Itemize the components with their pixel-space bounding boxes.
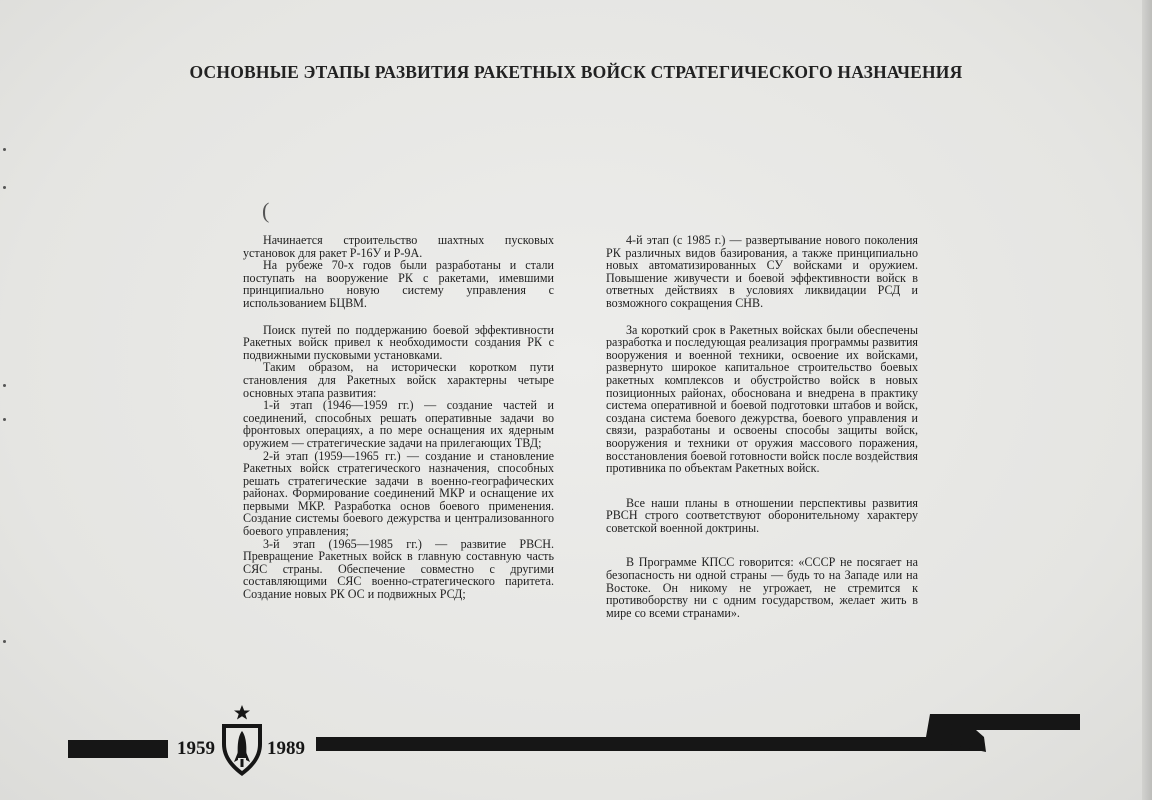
binding-hole [3, 186, 6, 189]
paragraph: Таким образом, на исторически коротком пути становления для Ракетных войск характерны четыре основных этапа развития: [243, 360, 554, 400]
margin-mark: ( [262, 198, 270, 223]
paragraph: 1-й этап (1946—1959 гг.) — создание частей и соединений, способных решать оперативные задачи во фронтовых операциях, а по мере оснащения их ядерным оружием — стратегические задачи на прилегающих ТВД; [243, 398, 554, 450]
left-column [243, 234, 554, 601]
paragraph: 4-й этап (с 1985 г.) — развертывание нового поколения РК различных видов базирования, а также принципиально новых автоматизированных СУ войсками и оружием. Повышение живучести и боевой эффективности войск в ответных действиях в условиях ликвидации РСД и возможного сокращения СНВ. [606, 233, 918, 310]
paragraph: За короткий срок в Ракетных войсках были обеспечены разработка и последующая реализация программы развития вооружения и военной техники, освоение их войсками, развернуто широкое капитальное строительство боевых ракетных комплексов и обустройство войск в новых позиционных районах, обоснована и внедрена в практику система оперативной и боевой подготовки штабов и войск, создана система боевого дежурства, боевого управления и связи, разработаны и освоены способы защиты войск, вооружения и техники от оружия массового поражения, восстановления боевой готовности войск после воздействия противника по объектам Ракетных войск. [606, 322, 918, 476]
right-column [606, 234, 918, 619]
year-end: 1989 [267, 738, 305, 759]
footer-bar-left [68, 740, 168, 758]
binding-hole [3, 148, 6, 151]
page-title: ОСНОВНЫЕ ЭТАПЫ РАЗВИТИЯ РАКЕТНЫХ ВОЙСК СТРАТЕГИЧЕСКОГО НАЗНАЧЕНИЯ [189, 62, 963, 82]
binding-hole [3, 640, 6, 643]
paragraph: Начинается строительство шахтных пусковых установок для ракет Р-16У и Р-9А. [243, 233, 554, 260]
paragraph: Все наши планы в отношении перспективы развития РВСН строго соответствуют оборонительному характеру советской военной доктрины. [606, 495, 918, 535]
binding-hole [3, 418, 6, 421]
footer-bar-main [316, 737, 984, 751]
page-right-edge [1142, 0, 1152, 800]
paragraph: В Программе КПСС говорится: «СССР не посягает на безопасность ни одной страны — будь то на Западе или на Востоке. Он никому не угрожает, не стремится к противоборству ни с одним государством, желает жить в мире со всеми странами». [606, 555, 918, 620]
paragraph: 2-й этап (1959—1965 гг.) — создание и становление Ракетных войск стратегического назначения, способных решать стратегические задачи в военно-географических районах. Формирование соединений МКР и оснащение их первыми МКР. Разработка основ боевого применения. Создание системы боевого дежурства и централизованного боевого управления; [243, 448, 554, 539]
paragraph: На рубеже 70-х годов были разработаны и стали поступать на вооружение РК с ракетами, имевшими принципиально новую систему управления с использованием БЦВМ. [243, 258, 554, 310]
year-start: 1959 [177, 738, 215, 759]
paragraph: Поиск путей по поддержанию боевой эффективности Ракетных войск привел к необходимости создания РК с подвижными пусковыми установками. [243, 322, 554, 362]
rocket-shield-emblem-icon [216, 704, 268, 778]
footer-banner-flag [926, 712, 1080, 752]
binding-hole [3, 384, 6, 387]
paragraph: 3-й этап (1965—1985 гг.) — развитие РВСН. Превращение Ракетных войск в главную составную часть СЯС страны. Обеспечение совместно с другими составляющими СЯС военно-стратегического паритета. Создание новых РК ОС и подвижных РСД; [243, 536, 554, 602]
